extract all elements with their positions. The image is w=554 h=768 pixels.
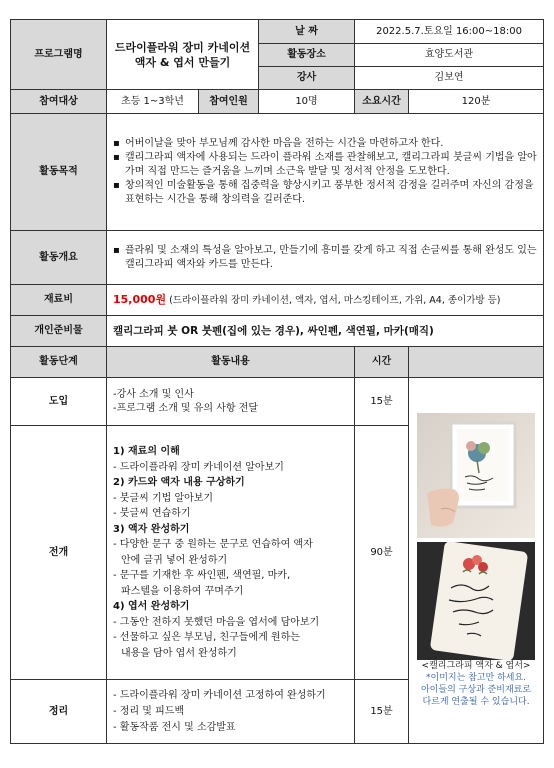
wrap-time: 15분 (355, 680, 409, 744)
program-name-label: 프로그램명 (11, 20, 107, 90)
list-item: ▪ 어버이날을 맞아 부모님께 감사한 마음을 전하는 시간을 마련하고자 한다. (113, 138, 444, 149)
date-label: 날 짜 (259, 20, 355, 44)
teacher-value: 김보연 (355, 67, 544, 90)
materials-price: 15,000원 (113, 292, 167, 306)
steps-stage-header: 활동단계 (11, 347, 107, 378)
main-content: 1) 재료의 이해 - 드라이플라워 장미 카네이션 알아보기 2) 카드와 액자 내용 구상하기 - 붓글씨 기법 알아보기 - 붓글씨 연습하기 3) 액자 완성하기 - 다양한 문구 중 원하는 문구로 연습하여 액자 안에 글귀 넣어 완성하기 - 문구를 기재한 후 싸인펜, 색연필, 마카, 파스텔을 이용하여 꾸며주기 4) 엽서 완성하기 - 그동안 전하지 못했던 마음을 엽서에 담아보기 - 선물하고 싶은 부모님, 친구들에게 원하는 내용을 담아 엽서 완성하기 (107, 426, 355, 680)
steps-time-header: 시간 (355, 347, 409, 378)
materials-content (107, 285, 544, 316)
place-label: 활동장소 (259, 44, 355, 67)
intro-content: -강사 소개 및 인사 -프로그램 소개 및 유의 사항 전달 (107, 378, 355, 426)
list-item: ▪ 캘리그라피 액자에 사용되는 드라이 플라워 소재를 관찰해보고, 캘리그라피 붓글씨 기법을 알아가며 직접 만드는 즐거움을 느끼며 소근육 발달 및 정서적 안정을 도모한다. (113, 152, 537, 177)
count-value: 10명 (259, 90, 355, 114)
example-photos (409, 378, 544, 744)
time-label: 소요시간 (355, 90, 409, 114)
intro-time: 15분 (355, 378, 409, 426)
wrap-content: - 드라이플라워 장미 카네이션 고정하여 완성하기 - 정리 및 피드백 - 활동작품 전시 및 소감발표 (107, 680, 355, 744)
program-title: 드라이플라워 장미 카네이션 액자 & 엽서 만들기 (107, 20, 259, 90)
personal-label: 개인준비물 (11, 316, 107, 347)
photo-note: *이미지는 참고만 하세요. 아이들의 구상과 준비재료로 다르게 연출될 수 있습니다. (420, 673, 532, 707)
date-value: 2022.5.7.토요일 16:00~18:00 (355, 20, 544, 44)
wrap-stage: 정리 (11, 680, 107, 744)
place-value: 효양도서관 (355, 44, 544, 67)
list-item: ▪ 창의적인 미술활동을 통해 집중력을 향상시키고 풍부한 정서적 감정을 길러주며 자신의 감정을 표현하는 시간을 통해 창의력을 길러준다. (113, 180, 534, 205)
target-value: 초등 1~3학년 (107, 90, 199, 114)
materials-label: 재료비 (11, 285, 107, 316)
goal-content (107, 114, 544, 231)
program-plan-table (10, 19, 544, 744)
materials-detail: (드라이플라워 장미 카네이션, 액자, 엽서, 마스킹테이프, 가위, A4, 종이가방 등) (166, 294, 501, 306)
intro-stage: 도입 (11, 378, 107, 426)
overview-content: ▪ 플라워 및 소재의 특성을 알아보고, 만들기에 흥미를 갖게 하고 직접 손글씨를 통해 완성도 있는 캘리그라피 액자와 카드를 만든다. (107, 231, 544, 285)
main-stage: 전개 (11, 426, 107, 680)
teacher-label: 강사 (259, 67, 355, 90)
target-label: 참여대상 (11, 90, 107, 114)
personal-content: 캘리그라피 붓 OR 붓펜(집에 있는 경우), 싸인펜, 색연필, 마카(매직) (107, 316, 544, 347)
photo-caption: <캘리그라피 액자 & 엽서> (421, 661, 531, 671)
time-value: 120분 (409, 90, 544, 114)
calligraphy-postcard-photo (417, 542, 535, 660)
steps-content-header: 활동내용 (107, 347, 355, 378)
goal-label: 활동목적 (11, 114, 107, 231)
steps-blank-header (409, 347, 544, 378)
count-label: 참여인원 (199, 90, 259, 114)
overview-label: 활동개요 (11, 231, 107, 285)
framed-calligraphy-photo (417, 413, 535, 538)
main-time: 90분 (355, 426, 409, 680)
